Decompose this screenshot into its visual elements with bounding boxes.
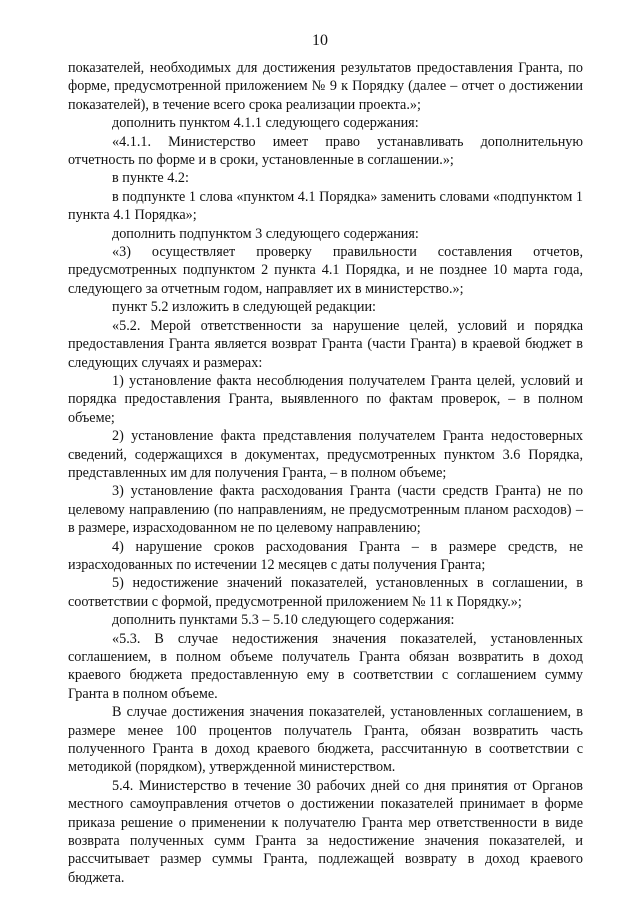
- paragraph: 3) установление факта расходования Гранта (части средств Гранта) не по целевому направлению (по направлениям, не предусмотренным планом расходов) – в размере, израсходованном не по целевому направлению;: [68, 483, 583, 537]
- paragraph: «5.3. В случае недостижения значения показателей, установленных соглашением, в полном объеме получатель Гранта обязан возвратить в доход краевого бюджета предоставленную ему в соответствии с соглашением сумму Гранта в полном объеме.: [68, 630, 583, 702]
- paragraph: в пункте 4.2:: [112, 170, 189, 187]
- paragraph: дополнить подпунктом 3 следующего содержания:: [112, 225, 419, 242]
- paragraph: 4) нарушение сроков расходования Гранта – в размере средств, не израсходованных по истечении 12 месяцев с даты получения Гранта;: [68, 538, 583, 573]
- paragraph: 2) установление факта представления получателем Гранта недостоверных сведений, содержащихся в документах, предусмотренных пунктом 3.6 Порядка, представленных им для получения Гранта, – в полном объеме;: [68, 428, 583, 481]
- paragraph: 1) установление факта несоблюдения получателем Гранта целей, условий и порядка предоставления Гранта, выявленного по фактам проверок, – в полном объеме;: [68, 372, 583, 426]
- document-body: [68, 59, 583, 887]
- paragraph: 5.4. Министерство в течение 30 рабочих дней со дня принятия от Органов местного самоуправления отчетов о достижении показателей принимает в форме приказа решение о применении к получателю Гранта мер ответственности в виде возврата полученных сумм Гранта за недостижение значения показателей, и рассчитывает размер суммы Гранта, подлежащей возврату в доход краевого бюджета.: [68, 777, 583, 886]
- paragraph: «3) осуществляет проверку правильности составления отчетов, предусмотренных подпунктом 2 пункта 4.1 Порядка, и не позднее 10 марта года, следующего за отчетным годом, направляет их в министерство.»;: [68, 244, 583, 297]
- paragraph: «4.1.1. Министерство имеет право устанавливать дополнительную отчетность по форме и в сроки, установленные в соглашении.»;: [68, 133, 583, 169]
- paragraph: «5.2. Мерой ответственности за нарушение целей, условий и порядка предоставления Гранта является возврат Гранта (части Гранта) в краевой бюджет в следующих случаях и размерах:: [68, 317, 583, 371]
- paragraph: дополнить пунктом 4.1.1 следующего содержания:: [112, 115, 419, 132]
- paragraph: показателей, необходимых для достижения результатов предоставления Гранта, по форме, предусмотренной приложением № 9 к Порядку (далее – отчет о достижении показателей), в течение всего срока реализации проекта.»;: [68, 60, 583, 113]
- page-number: 10: [312, 32, 328, 49]
- paragraph: 5) недостижение значений показателей, установленных в соглашении, в соответствии с формой, предусмотренной приложением № 11 к Порядку.»;: [68, 575, 583, 610]
- paragraph: дополнить пунктами 5.3 – 5.10 следующего содержания:: [112, 612, 455, 629]
- paragraph: В случае достижения значения показателей, установленных соглашением, в размере менее 100 процентов получатель Гранта, обязан возвратить часть полученного Гранта в доход краевого бюджета, рассчитанную в соответствии с методикой (порядком), утвержденной министерством.: [68, 704, 583, 776]
- paragraph: пункт 5.2 изложить в следующей редакции:: [112, 299, 376, 316]
- paragraph: в подпункте 1 слова «пунктом 4.1 Порядка» заменить словами «подпунктом 1 пункта 4.1 Порядка»;: [68, 188, 583, 224]
